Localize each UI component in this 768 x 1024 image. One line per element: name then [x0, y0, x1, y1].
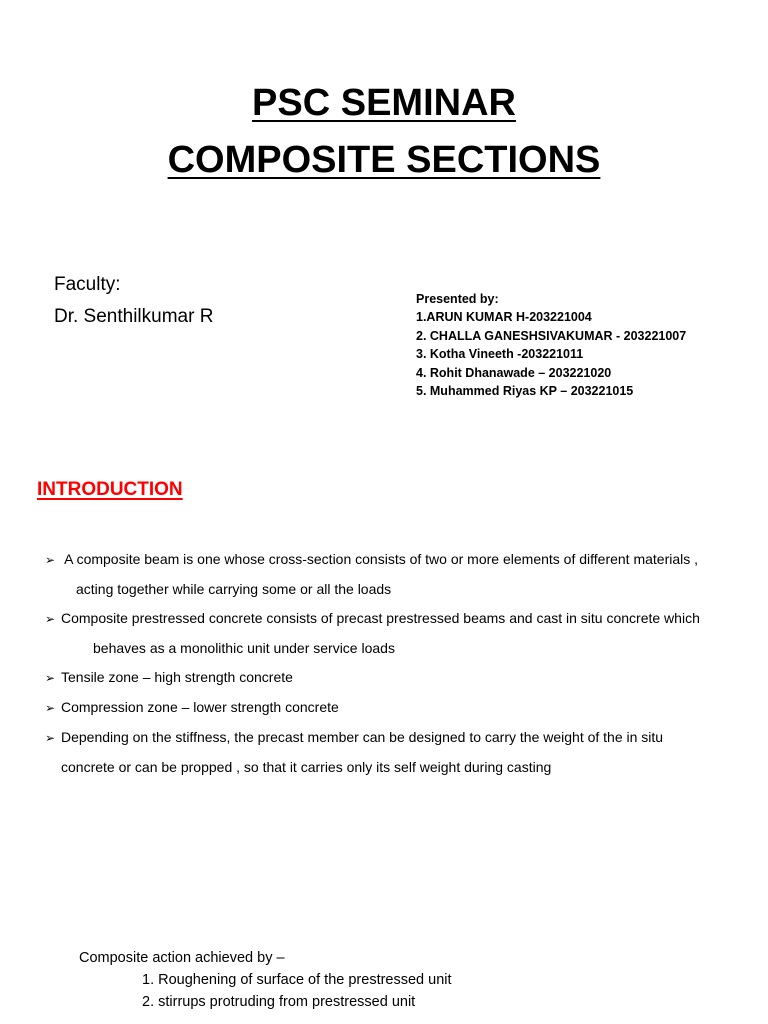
arrow-bullet-icon: ➢: [45, 731, 56, 745]
arrow-bullet-icon: ➢: [45, 701, 56, 715]
bullet-continuation: acting together while carrying some or all the loads: [76, 581, 392, 597]
arrow-bullet-icon: ➢: [45, 612, 56, 626]
bullet-item: [45, 663, 745, 693]
introduction-bullets: [45, 545, 745, 782]
bullet-text: Composite prestressed concrete consists of precast prestressed beams and cast in situ concrete which: [61, 610, 700, 626]
bullet-item: [45, 604, 745, 634]
bullet-text: Tensile zone – high strength concrete: [61, 669, 293, 685]
presenters-label: Presented by:: [416, 292, 499, 306]
bullet-text: Depending on the stiffness, the precast member can be designed to carry the weight of the in situ: [61, 729, 664, 745]
bullet-text: Compression zone – lower strength concrete: [61, 699, 339, 715]
composite-action-block: [79, 947, 452, 1013]
composite-action-heading: Composite action achieved by –: [79, 950, 285, 966]
bullet-item: [45, 693, 745, 723]
composite-action-item: 1. Roughening of surface of the prestressed unit: [142, 972, 452, 988]
composite-action-item: 2. stirrups protruding from prestressed unit: [142, 994, 416, 1010]
bullet-continuation: behaves as a monolithic unit under service loads: [93, 640, 395, 656]
bullet-item: [45, 723, 745, 753]
arrow-bullet-icon: ➢: [45, 671, 56, 685]
bullet-continuation: concrete or can be propped , so that it carries only its self weight during casting: [61, 759, 552, 775]
faculty-label: Faculty:: [54, 274, 121, 295]
arrow-bullet-icon: ➢: [45, 553, 56, 567]
presenter-item: 3. Kotha Vineeth -203221011: [416, 347, 584, 362]
presenter-item: 1.ARUN KUMAR H-203221004: [416, 310, 592, 325]
presenter-item: 5. Muhammed Riyas KP – 203221015: [416, 384, 634, 399]
faculty-name: Dr. Senthilkumar R: [54, 306, 214, 327]
presenters-block: [416, 290, 686, 400]
title-line-1: PSC SEMINAR: [252, 82, 516, 124]
title-line-2: COMPOSITE SECTIONS: [167, 139, 601, 181]
introduction-heading: INTRODUCTION: [37, 479, 183, 500]
bullet-text: A composite beam is one whose cross-section consists of two or more elements of different materials ,: [61, 551, 699, 567]
bullet-item: [45, 545, 745, 575]
presenter-item: 4. Rohit Dhanawade – 203221020: [416, 365, 612, 380]
presenter-item: 2. CHALLA GANESHSIVAKUMAR - 203221007: [416, 328, 687, 343]
